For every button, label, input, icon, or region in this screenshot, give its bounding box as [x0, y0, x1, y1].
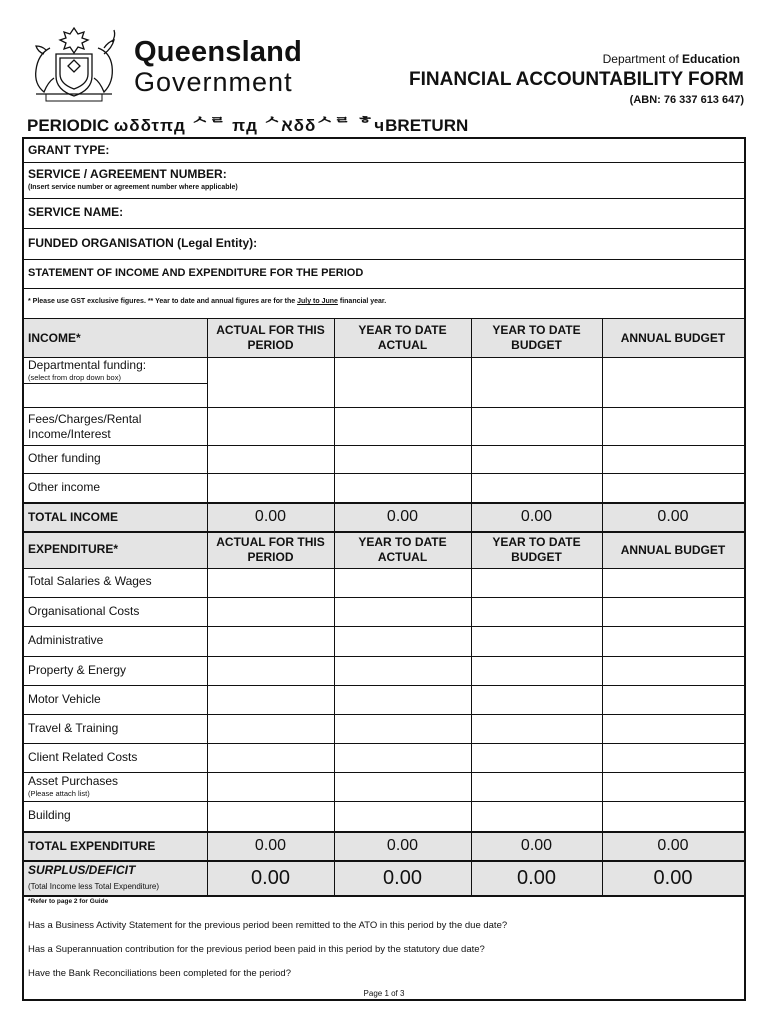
funded-organisation-field[interactable]	[284, 228, 744, 259]
service-agreement-label: SERVICE / AGREEMENT NUMBER:	[28, 167, 227, 181]
total-income-annual-budget: 0.00	[657, 508, 689, 525]
queensland-coat-of-arms-logo	[24, 24, 124, 106]
col-annual-budget: ANNUAL BUDGET	[620, 330, 726, 345]
total-income-ytd-budget: 0.00	[520, 508, 553, 525]
exp-row-asset-purchases: Asset Purchases	[28, 774, 119, 788]
service-name-label: SERVICE NAME:	[28, 205, 124, 219]
statement-heading: STATEMENT OF INCOME AND EXPENDITURE FOR THE PERIOD	[28, 267, 364, 279]
total-exp-ytd-budget: 0.00	[520, 837, 553, 854]
page-number: Page 1 of 3	[363, 989, 405, 998]
accountability-form	[22, 137, 746, 1001]
surplus-deficit-label: SURPLUS/DEFICIT	[28, 863, 136, 877]
dept-funding-dropdown[interactable]	[24, 383, 207, 407]
asset-purchases-hint: (Please attach list)	[28, 789, 90, 798]
exp-col-ytd-actual: YEAR TO DATE ACTUAL	[358, 535, 447, 564]
periodic-return-title: PERIODIC ωδδτπд ᄉᄅ πд ᄉאδδᄉᄅ ᄒчBRETURN	[27, 116, 469, 135]
question-bank-reconciliation: Have the Bank Reconciliations been completed for the period?	[28, 968, 291, 979]
income-row-fees: Fees/Charges/Rental Income/Interest	[28, 412, 142, 441]
exp-row-motor-vehicle: Motor Vehicle	[28, 692, 101, 706]
brand-queensland: Queensland	[134, 36, 302, 68]
col-ytd-actual: YEAR TO DATE ACTUAL	[358, 323, 447, 352]
funded-organisation-label: FUNDED ORGANISATION (Legal Entity):	[28, 236, 258, 250]
dept-funding-label: Departmental funding:	[28, 358, 147, 372]
surplus-ytd-budget: 0.00	[517, 866, 556, 889]
income-row-other-income: Other income	[28, 480, 101, 494]
department-label: Department of Education	[602, 52, 740, 66]
exp-col-annual-budget: ANNUAL BUDGET	[620, 542, 726, 557]
total-expenditure-label: TOTAL EXPENDITURE	[28, 839, 156, 853]
grant-type-label: GRANT TYPE:	[28, 143, 110, 157]
income-other-funding-inputs[interactable]	[208, 446, 744, 473]
surplus-actual-period: 0.00	[251, 866, 290, 889]
question-superannuation: Has a Superannuation contribution for the previous period been paid in this period by the statutory due date?	[28, 944, 485, 955]
total-income-label: TOTAL INCOME	[28, 510, 118, 524]
col-ytd-budget: YEAR TO DATE BUDGET	[492, 323, 581, 352]
dept-funding-hint: (select from drop down box)	[28, 373, 121, 382]
exp-row-property: Property & Energy	[28, 663, 127, 677]
total-exp-ytd-actual: 0.00	[386, 837, 419, 854]
exp-row-salaries: Total Salaries & Wages	[28, 574, 152, 588]
expenditure-heading: EXPENDITURE*	[28, 542, 119, 556]
guide-note: *Refer to page 2 for Guide	[28, 898, 109, 905]
exp-row-travel: Travel & Training	[28, 721, 119, 735]
exp-row-building: Building	[28, 808, 71, 822]
brand-government: Government	[134, 67, 293, 97]
exp-row-client: Client Related Costs	[28, 750, 138, 764]
surplus-ytd-actual: 0.00	[383, 866, 422, 889]
exp-row-organisational: Organisational Costs	[28, 604, 140, 618]
service-agreement-field[interactable]	[264, 162, 744, 198]
expenditure-inputs[interactable]	[208, 569, 744, 831]
exp-col-ytd-budget: YEAR TO DATE BUDGET	[492, 535, 581, 564]
total-income-ytd-actual: 0.00	[386, 508, 419, 525]
total-exp-actual-period: 0.00	[254, 837, 287, 854]
abn-number: (ABN: 76 337 613 647)	[629, 94, 744, 106]
surplus-deficit-hint: (Total Income less Total Expenditure)	[28, 882, 160, 891]
income-dept-funding-inputs[interactable]	[208, 358, 744, 407]
grant-type-field[interactable]	[184, 139, 744, 162]
service-name-field[interactable]	[144, 198, 744, 228]
total-income-actual-period: 0.00	[254, 508, 287, 525]
income-heading: INCOME*	[28, 331, 81, 345]
gst-note: * Please use GST exclusive figures. ** Year to date and annual figures are for the July to June financial year.	[28, 298, 387, 305]
income-fees-inputs[interactable]	[208, 408, 744, 445]
form-title: FINANCIAL ACCOUNTABILITY FORM	[409, 69, 744, 90]
surplus-annual-budget: 0.00	[653, 866, 693, 889]
total-exp-annual-budget: 0.00	[657, 837, 689, 854]
income-row-other-funding: Other funding	[28, 451, 101, 465]
income-other-income-inputs[interactable]	[208, 474, 744, 502]
exp-row-administrative: Administrative	[28, 633, 104, 647]
exp-col-actual-period: ACTUAL FOR THIS PERIOD	[216, 535, 325, 564]
col-actual-period: ACTUAL FOR THIS PERIOD	[216, 323, 325, 352]
question-bas: Has a Business Activity Statement for the previous period been remitted to the ATO in this period by the due date?	[28, 920, 508, 931]
service-agreement-hint: (Insert service number or agreement number where applicable)	[28, 184, 238, 191]
